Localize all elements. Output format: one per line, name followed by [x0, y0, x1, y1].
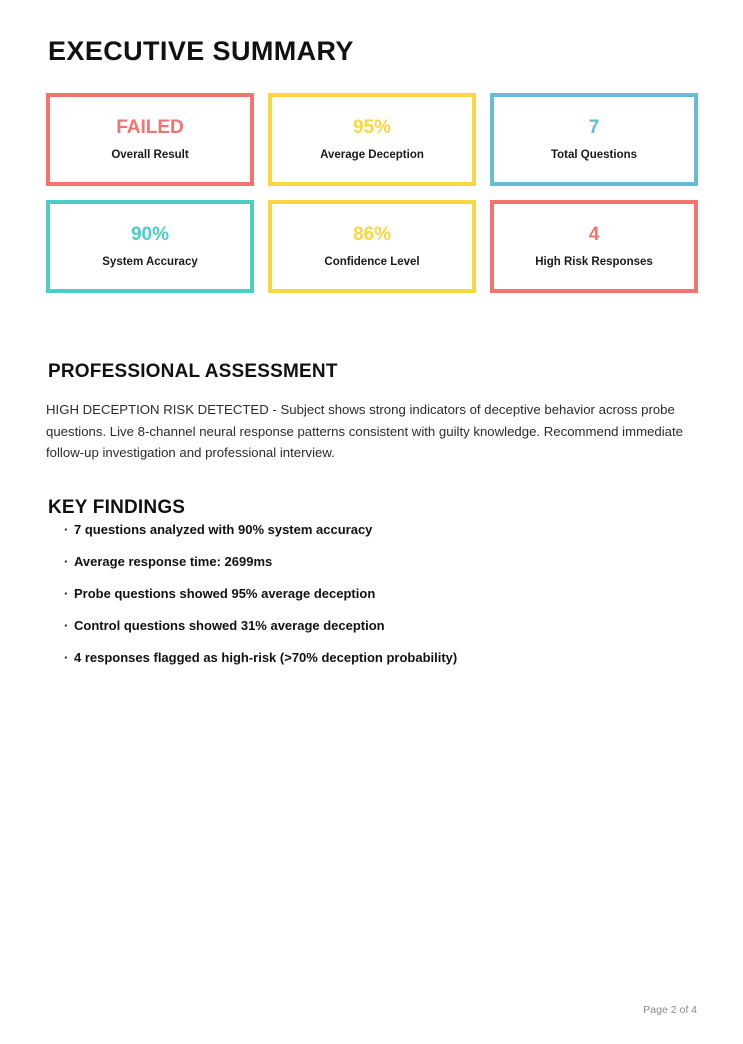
metric-label: Average Deception — [320, 149, 424, 162]
metric-card-system-accuracy — [46, 200, 254, 293]
metric-label: System Accuracy — [102, 256, 198, 269]
list-item-text: 4 responses flagged as high-risk (>70% deception probability) — [74, 650, 458, 666]
metric-value: FAILED — [116, 116, 184, 138]
metric-value: 95% — [352, 116, 392, 138]
bullet-icon: · — [64, 522, 69, 537]
list-item-text: Probe questions showed 95% average deception — [74, 586, 376, 602]
bullet-icon: · — [64, 554, 69, 570]
metric-label: Overall Result — [111, 149, 189, 162]
page-footer: Page 2 of 4 — [643, 1004, 697, 1016]
list-item — [64, 522, 684, 538]
list-item-text: Average response time: 2699ms — [74, 554, 273, 570]
bullet-icon: · — [64, 618, 69, 634]
list-item — [64, 618, 684, 634]
list-item-text: 7 questions analyzed with 90% system accuracy — [74, 522, 373, 537]
professional-assessment-body: HIGH DECEPTION RISK DETECTED - Subject shows strong indicators of deceptive behavior across probe questions. Live 8-channel neural response patterns consistent with guilty knowledge. Recommend immediate follow-up investigation and professional interview. — [46, 402, 684, 460]
metric-card-average-deception — [268, 93, 476, 186]
metric-value: 86% — [352, 223, 392, 245]
metric-label: Total Questions — [550, 149, 638, 162]
bullet-icon: · — [64, 650, 69, 666]
metric-card-total-questions — [490, 93, 698, 186]
metric-value: 90% — [130, 223, 170, 245]
list-item — [64, 650, 684, 666]
metric-value: 4 — [588, 223, 600, 245]
metric-label: Confidence Level — [324, 256, 420, 269]
metric-label: High Risk Responses — [535, 256, 653, 269]
page-title: EXECUTIVE SUMMARY — [48, 36, 354, 67]
professional-assessment-heading: PROFESSIONAL ASSESSMENT — [48, 360, 338, 382]
list-item — [64, 586, 684, 602]
metric-value: 7 — [588, 116, 600, 138]
metric-card-overall-result — [46, 93, 254, 186]
metric-card-grid — [46, 93, 697, 293]
list-item — [64, 554, 684, 570]
metric-card-high-risk-responses — [490, 200, 698, 293]
key-findings-heading: KEY FINDINGS — [48, 496, 186, 518]
key-findings-list — [64, 522, 684, 682]
list-item-text: Control questions showed 31% average deception — [74, 618, 385, 634]
metric-card-confidence-level — [268, 200, 476, 293]
bullet-icon: · — [64, 586, 69, 602]
